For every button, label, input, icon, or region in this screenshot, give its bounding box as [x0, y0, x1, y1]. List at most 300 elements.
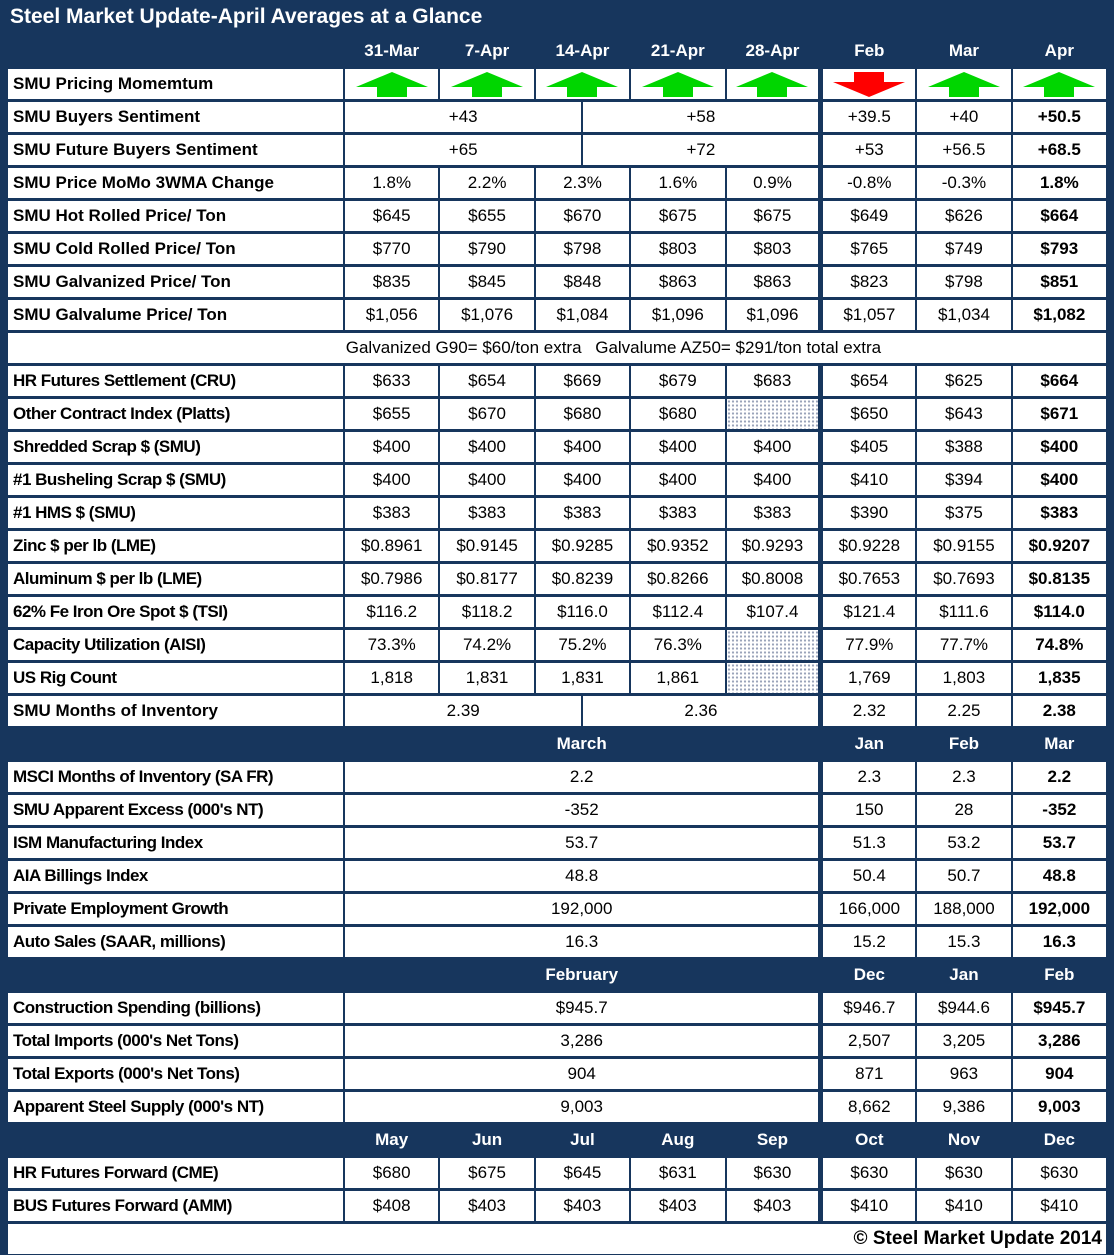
table-row — [7, 101, 1107, 134]
momentum-cell — [344, 68, 439, 101]
value-cell: $388 — [916, 431, 1011, 464]
value-cell: $645 — [535, 1157, 630, 1190]
value-cell: 1.8% — [1012, 167, 1107, 200]
row-label — [7, 35, 344, 68]
value-cell: 16.3 — [344, 926, 821, 959]
value-cell: $670 — [535, 200, 630, 233]
value-cell: 50.4 — [821, 860, 916, 893]
value-cell: $116.0 — [535, 596, 630, 629]
value-cell: $0.9145 — [439, 530, 534, 563]
value-cell: 50.7 — [916, 860, 1011, 893]
value-cell: $0.8135 — [1012, 563, 1107, 596]
momentum-cell — [630, 68, 725, 101]
value-cell: $1,076 — [439, 299, 534, 332]
table-row — [7, 662, 1107, 695]
value-cell: 1,835 — [1012, 662, 1107, 695]
momentum-cell — [535, 68, 630, 101]
value-cell: $798 — [535, 233, 630, 266]
value-cell: $400 — [1012, 431, 1107, 464]
momentum-cell — [821, 68, 916, 101]
section-header-row — [7, 959, 1107, 992]
row-label: ISM Manufacturing Index — [7, 827, 344, 860]
row-label: Private Employment Growth — [7, 893, 344, 926]
row-label: Auto Sales (SAAR, millions) — [7, 926, 344, 959]
table-row — [7, 794, 1107, 827]
value-cell: -352 — [344, 794, 821, 827]
value-cell: $671 — [1012, 398, 1107, 431]
value-cell: 2.32 — [821, 695, 916, 728]
value-cell: +58 — [582, 101, 820, 134]
note-text: Galvalume AZ50= $291/ton total extra — [595, 338, 882, 357]
value-cell: $0.8266 — [630, 563, 725, 596]
value-cell: $945.7 — [344, 992, 821, 1025]
row-label: SMU Buyers Sentiment — [7, 101, 344, 134]
value-cell: $0.7986 — [344, 563, 439, 596]
table-row — [7, 398, 1107, 431]
value-cell: $765 — [821, 233, 916, 266]
value-cell: 192,000 — [344, 893, 821, 926]
table-row — [7, 299, 1107, 332]
row-label: US Rig Count — [7, 662, 344, 695]
value-cell: 28-Apr — [726, 35, 821, 68]
row-label: Total Exports (000's Net Tons) — [7, 1058, 344, 1091]
value-cell: 1,861 — [630, 662, 725, 695]
table-row — [7, 827, 1107, 860]
row-label: SMU Hot Rolled Price/ Ton — [7, 200, 344, 233]
value-cell: $679 — [630, 365, 725, 398]
value-cell: $803 — [726, 233, 821, 266]
table-row — [7, 167, 1107, 200]
value-cell: Oct — [821, 1124, 916, 1157]
value-cell: $798 — [916, 266, 1011, 299]
value-cell: 7-Apr — [439, 35, 534, 68]
value-cell: $664 — [1012, 200, 1107, 233]
value-cell: 73.3% — [344, 629, 439, 662]
value-cell: $863 — [726, 266, 821, 299]
value-cell: 2.2 — [344, 761, 821, 794]
value-cell: $0.9285 — [535, 530, 630, 563]
table-row — [7, 233, 1107, 266]
value-cell: February — [344, 959, 821, 992]
section-header-row — [7, 728, 1107, 761]
down-arrow-icon — [832, 71, 906, 98]
table-row — [7, 695, 1107, 728]
table-body — [7, 35, 1107, 1255]
value-cell: $0.9228 — [821, 530, 916, 563]
value-cell: 9,003 — [344, 1091, 821, 1124]
value-cell: 1,831 — [439, 662, 534, 695]
value-cell: $400 — [726, 431, 821, 464]
value-cell: $410 — [821, 1190, 916, 1223]
value-cell: $655 — [344, 398, 439, 431]
value-cell: $1,057 — [821, 299, 916, 332]
value-cell: $770 — [344, 233, 439, 266]
up-arrow-icon — [545, 71, 619, 98]
value-cell: $0.7653 — [821, 563, 916, 596]
value-cell: $630 — [726, 1157, 821, 1190]
value-cell: 963 — [916, 1058, 1011, 1091]
no-data-hatch-cell — [726, 398, 821, 431]
value-cell: $410 — [821, 464, 916, 497]
table-row — [7, 563, 1107, 596]
row-label: BUS Futures Forward (AMM) — [7, 1190, 344, 1223]
value-cell: 3,286 — [1012, 1025, 1107, 1058]
value-cell: $383 — [630, 497, 725, 530]
value-cell: $114.0 — [1012, 596, 1107, 629]
value-cell: $408 — [344, 1190, 439, 1223]
value-cell: 8,662 — [821, 1091, 916, 1124]
row-label — [7, 728, 344, 761]
value-cell: +56.5 — [916, 134, 1011, 167]
value-cell: $680 — [535, 398, 630, 431]
value-cell: $400 — [439, 464, 534, 497]
value-cell: 16.3 — [1012, 926, 1107, 959]
row-label: SMU Price MoMo 3WMA Change — [7, 167, 344, 200]
value-cell: 2.36 — [582, 695, 820, 728]
value-cell: $655 — [439, 200, 534, 233]
value-cell: 75.2% — [535, 629, 630, 662]
table-row — [7, 134, 1107, 167]
value-cell: $675 — [726, 200, 821, 233]
value-cell: $400 — [535, 464, 630, 497]
value-cell: 14-Apr — [535, 35, 630, 68]
value-cell: 9,003 — [1012, 1091, 1107, 1124]
value-cell: +68.5 — [1012, 134, 1107, 167]
no-data-hatch-cell — [726, 629, 821, 662]
row-label: Aluminum $ per lb (LME) — [7, 563, 344, 596]
value-cell: $1,082 — [1012, 299, 1107, 332]
value-cell: $863 — [630, 266, 725, 299]
no-data-hatch-cell — [726, 662, 821, 695]
table-row — [7, 992, 1107, 1025]
row-label — [7, 959, 344, 992]
table-row — [7, 1157, 1107, 1190]
value-cell: $403 — [726, 1190, 821, 1223]
value-cell: +65 — [344, 134, 582, 167]
value-cell: $1,034 — [916, 299, 1011, 332]
table-row — [7, 68, 1107, 101]
value-cell: $390 — [821, 497, 916, 530]
value-cell: $654 — [821, 365, 916, 398]
value-cell: $645 — [344, 200, 439, 233]
value-cell: 150 — [821, 794, 916, 827]
value-cell: $111.6 — [916, 596, 1011, 629]
value-cell: $683 — [726, 365, 821, 398]
momentum-cell — [439, 68, 534, 101]
value-cell: $0.9293 — [726, 530, 821, 563]
value-cell: $1,084 — [535, 299, 630, 332]
value-cell: $945.7 — [1012, 992, 1107, 1025]
value-cell: 15.3 — [916, 926, 1011, 959]
value-cell: 2.25 — [916, 695, 1011, 728]
value-cell: +50.5 — [1012, 101, 1107, 134]
row-label: 62% Fe Iron Ore Spot $ (TSI) — [7, 596, 344, 629]
table-row — [7, 893, 1107, 926]
value-cell: $0.7693 — [916, 563, 1011, 596]
value-cell: 0.9% — [726, 167, 821, 200]
value-cell: Feb — [821, 35, 916, 68]
value-cell: 74.2% — [439, 629, 534, 662]
value-cell: 2,507 — [821, 1025, 916, 1058]
value-cell: $845 — [439, 266, 534, 299]
value-cell: Sep — [726, 1124, 821, 1157]
table-row — [7, 1058, 1107, 1091]
value-cell: Dec — [1012, 1124, 1107, 1157]
value-cell: 3,205 — [916, 1025, 1011, 1058]
table-row — [7, 629, 1107, 662]
momentum-cell — [916, 68, 1011, 101]
momentum-cell — [726, 68, 821, 101]
table-row — [7, 497, 1107, 530]
value-cell: Jan — [916, 959, 1011, 992]
up-arrow-icon — [927, 71, 1001, 98]
table-row — [7, 200, 1107, 233]
value-cell: 53.2 — [916, 827, 1011, 860]
value-cell: $675 — [630, 200, 725, 233]
value-cell: +40 — [916, 101, 1011, 134]
value-cell: May — [344, 1124, 439, 1157]
value-cell: $383 — [439, 497, 534, 530]
value-cell: $383 — [535, 497, 630, 530]
value-cell: 28 — [916, 794, 1011, 827]
value-cell: $405 — [821, 431, 916, 464]
value-cell: 2.3% — [535, 167, 630, 200]
value-cell: $946.7 — [821, 992, 916, 1025]
table-row — [7, 596, 1107, 629]
value-cell: Jan — [821, 728, 916, 761]
value-cell: 1,831 — [535, 662, 630, 695]
value-cell: Jul — [535, 1124, 630, 1157]
value-cell: $649 — [821, 200, 916, 233]
table-row — [7, 365, 1107, 398]
momentum-cell — [1012, 68, 1107, 101]
value-cell: Mar — [1012, 728, 1107, 761]
value-cell: 31-Mar — [344, 35, 439, 68]
value-cell: $375 — [916, 497, 1011, 530]
row-label: Zinc $ per lb (LME) — [7, 530, 344, 563]
value-cell: $403 — [439, 1190, 534, 1223]
copyright: © Steel Market Update 2014 — [7, 1223, 1107, 1255]
value-cell: $410 — [916, 1190, 1011, 1223]
value-cell: 2.3 — [916, 761, 1011, 794]
row-label: SMU Galvalume Price/ Ton — [7, 299, 344, 332]
value-cell: $0.9155 — [916, 530, 1011, 563]
value-cell: Nov — [916, 1124, 1011, 1157]
value-cell: $630 — [916, 1157, 1011, 1190]
row-label: MSCI Months of Inventory (SA FR) — [7, 761, 344, 794]
section-header-row — [7, 1124, 1107, 1157]
value-cell: 77.9% — [821, 629, 916, 662]
value-cell: $1,096 — [726, 299, 821, 332]
value-cell: 871 — [821, 1058, 916, 1091]
footer-row — [7, 1223, 1107, 1255]
value-cell: $383 — [344, 497, 439, 530]
value-cell: $107.4 — [726, 596, 821, 629]
row-label: Other Contract Index (Platts) — [7, 398, 344, 431]
value-cell: 1.6% — [630, 167, 725, 200]
row-label: Construction Spending (billions) — [7, 992, 344, 1025]
value-cell: $400 — [535, 431, 630, 464]
value-cell: 3,286 — [344, 1025, 821, 1058]
value-cell: $650 — [821, 398, 916, 431]
row-label: SMU Apparent Excess (000's NT) — [7, 794, 344, 827]
value-cell: $626 — [916, 200, 1011, 233]
value-cell: $400 — [630, 464, 725, 497]
value-cell: $625 — [916, 365, 1011, 398]
value-cell: $654 — [439, 365, 534, 398]
row-label: Capacity Utilization (AISI) — [7, 629, 344, 662]
value-cell: 904 — [1012, 1058, 1107, 1091]
value-cell: $383 — [1012, 497, 1107, 530]
value-cell: 1,769 — [821, 662, 916, 695]
value-cell: $790 — [439, 233, 534, 266]
table-row — [7, 926, 1107, 959]
table-row — [7, 1025, 1107, 1058]
value-cell: March — [344, 728, 821, 761]
value-cell: $403 — [535, 1190, 630, 1223]
row-label: SMU Pricing Momemtum — [7, 68, 344, 101]
table-row — [7, 464, 1107, 497]
row-label: SMU Galvanized Price/ Ton — [7, 266, 344, 299]
value-cell: $400 — [439, 431, 534, 464]
row-label: SMU Future Buyers Sentiment — [7, 134, 344, 167]
value-cell: $680 — [344, 1157, 439, 1190]
value-cell: Jun — [439, 1124, 534, 1157]
value-cell: Apr — [1012, 35, 1107, 68]
note-row — [7, 332, 1107, 365]
value-cell: 188,000 — [916, 893, 1011, 926]
value-cell: +39.5 — [821, 101, 916, 134]
value-cell: $670 — [439, 398, 534, 431]
value-cell: $118.2 — [439, 596, 534, 629]
table-row — [7, 1190, 1107, 1223]
value-cell: $675 — [439, 1157, 534, 1190]
value-cell: +43 — [344, 101, 582, 134]
value-cell: $400 — [726, 464, 821, 497]
value-cell: 1.8% — [344, 167, 439, 200]
row-label — [7, 1124, 344, 1157]
value-cell: $633 — [344, 365, 439, 398]
value-cell: $823 — [821, 266, 916, 299]
value-cell: 53.7 — [1012, 827, 1107, 860]
value-cell: +53 — [821, 134, 916, 167]
row-label: AIA Billings Index — [7, 860, 344, 893]
value-cell: $1,096 — [630, 299, 725, 332]
value-cell: Feb — [916, 728, 1011, 761]
up-arrow-icon — [641, 71, 715, 98]
value-cell: 9,386 — [916, 1091, 1011, 1124]
row-label: #1 Busheling Scrap $ (SMU) — [7, 464, 344, 497]
up-arrow-icon — [1022, 71, 1096, 98]
value-cell: $835 — [344, 266, 439, 299]
value-cell: $664 — [1012, 365, 1107, 398]
note-cell — [7, 332, 1107, 365]
value-cell: Mar — [916, 35, 1011, 68]
value-cell: 192,000 — [1012, 893, 1107, 926]
value-cell: $400 — [344, 431, 439, 464]
value-cell: 51.3 — [821, 827, 916, 860]
value-cell: Feb — [1012, 959, 1107, 992]
value-cell: 15.2 — [821, 926, 916, 959]
up-arrow-icon — [450, 71, 524, 98]
value-cell: $383 — [726, 497, 821, 530]
table-row — [7, 431, 1107, 464]
value-cell: $116.2 — [344, 596, 439, 629]
value-cell: $680 — [630, 398, 725, 431]
data-table — [6, 33, 1108, 1255]
value-cell: Aug — [630, 1124, 725, 1157]
table-row — [7, 1091, 1107, 1124]
value-cell: $0.8239 — [535, 563, 630, 596]
row-label: Shredded Scrap $ (SMU) — [7, 431, 344, 464]
row-label: HR Futures Settlement (CRU) — [7, 365, 344, 398]
up-arrow-icon — [355, 71, 429, 98]
value-cell: $749 — [916, 233, 1011, 266]
value-cell: $793 — [1012, 233, 1107, 266]
table-row — [7, 761, 1107, 794]
value-cell: 2.2 — [1012, 761, 1107, 794]
row-label: SMU Months of Inventory — [7, 695, 344, 728]
value-cell: 21-Apr — [630, 35, 725, 68]
value-cell: $0.8177 — [439, 563, 534, 596]
value-cell: $121.4 — [821, 596, 916, 629]
value-cell: $0.9207 — [1012, 530, 1107, 563]
value-cell: $631 — [630, 1157, 725, 1190]
value-cell: $851 — [1012, 266, 1107, 299]
table-row — [7, 266, 1107, 299]
value-cell: 48.8 — [1012, 860, 1107, 893]
value-cell: $394 — [916, 464, 1011, 497]
value-cell: $0.9352 — [630, 530, 725, 563]
value-cell: +72 — [582, 134, 820, 167]
value-cell: 53.7 — [344, 827, 821, 860]
value-cell: 76.3% — [630, 629, 725, 662]
value-cell: 2.3 — [821, 761, 916, 794]
row-label: Total Imports (000's Net Tons) — [7, 1025, 344, 1058]
row-label: Apparent Steel Supply (000's NT) — [7, 1091, 344, 1124]
value-cell: $400 — [1012, 464, 1107, 497]
value-cell: 2.2% — [439, 167, 534, 200]
value-cell: 2.38 — [1012, 695, 1107, 728]
value-cell: 904 — [344, 1058, 821, 1091]
row-label: #1 HMS $ (SMU) — [7, 497, 344, 530]
value-cell: Dec — [821, 959, 916, 992]
value-cell: $803 — [630, 233, 725, 266]
value-cell: -0.3% — [916, 167, 1011, 200]
value-cell: 166,000 — [821, 893, 916, 926]
value-cell: $669 — [535, 365, 630, 398]
value-cell: $630 — [1012, 1157, 1107, 1190]
value-cell: $0.8008 — [726, 563, 821, 596]
value-cell: 77.7% — [916, 629, 1011, 662]
value-cell: $410 — [1012, 1190, 1107, 1223]
row-label: SMU Cold Rolled Price/ Ton — [7, 233, 344, 266]
table-row — [7, 530, 1107, 563]
value-cell: $400 — [344, 464, 439, 497]
value-cell: 74.8% — [1012, 629, 1107, 662]
value-cell: $400 — [630, 431, 725, 464]
value-cell: -352 — [1012, 794, 1107, 827]
value-cell: 1,818 — [344, 662, 439, 695]
value-cell: $403 — [630, 1190, 725, 1223]
value-cell: 48.8 — [344, 860, 821, 893]
table-row — [7, 860, 1107, 893]
value-cell: 1,803 — [916, 662, 1011, 695]
value-cell: $944.6 — [916, 992, 1011, 1025]
value-cell: 2.39 — [344, 695, 582, 728]
up-arrow-icon — [735, 71, 809, 98]
row-label: HR Futures Forward (CME) — [7, 1157, 344, 1190]
